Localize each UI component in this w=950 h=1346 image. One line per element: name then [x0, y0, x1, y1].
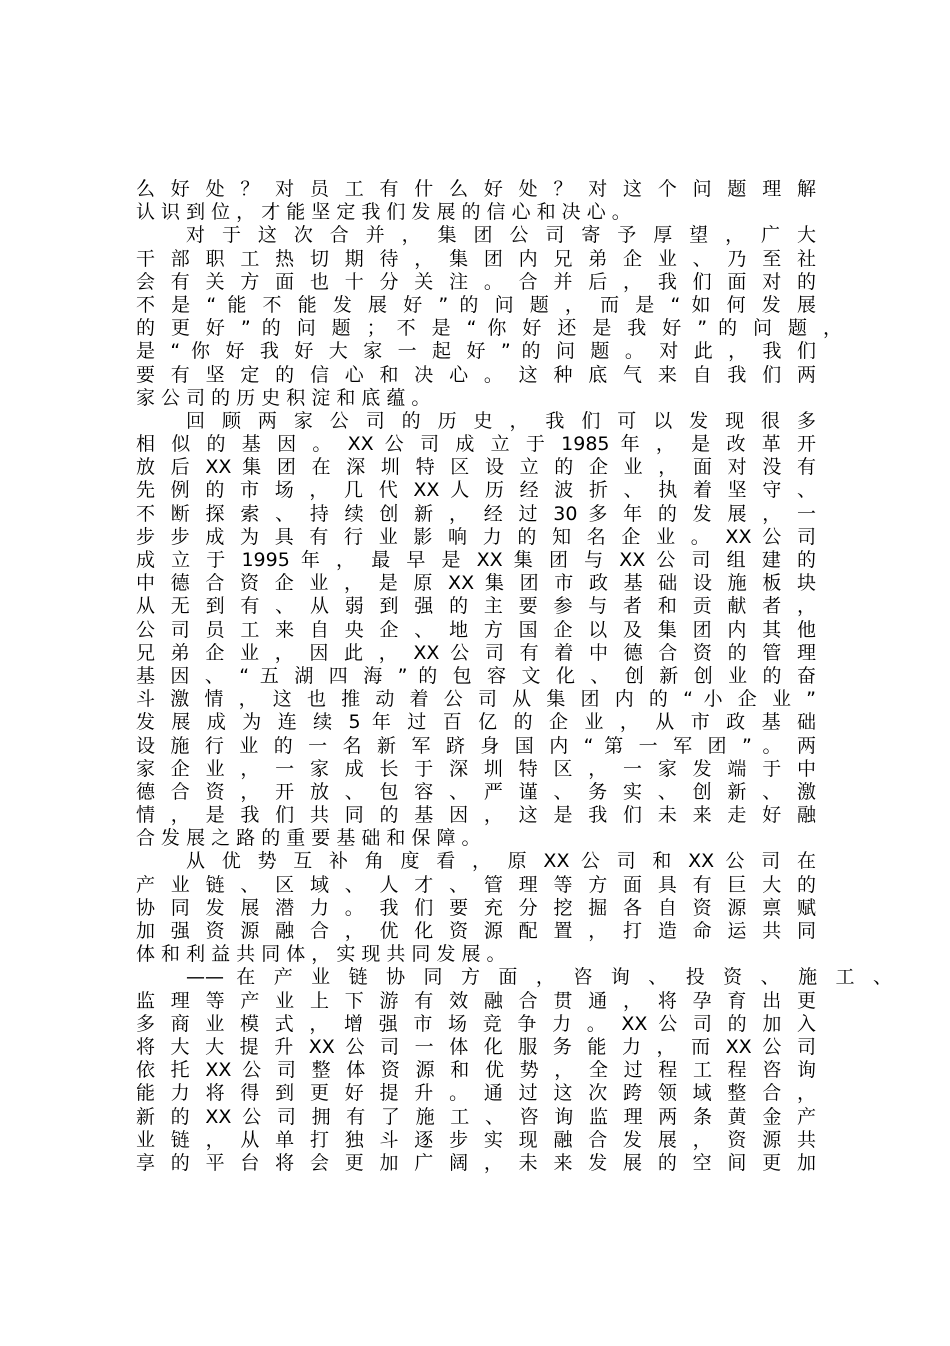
text-line: 新 的 XX 公 司 拥 有 了 施 工 、 咨 询 监 理 两 条 黄 金 产 [136, 1105, 816, 1128]
text-line: 从 无 到 有 、 从 弱 到 强 的 主 要 参 与 者 和 贡 献 者 ， [136, 595, 816, 618]
text-line: 干 部 职 工 热 切 期 待 ， 集 团 内 兄 弟 企 业 、 乃 至 社 [136, 247, 816, 270]
text-line: 的 更 好 ” 的 问 题 ； 不 是 “ 你 好 还 是 我 好 ” 的 问 题 ， [136, 317, 842, 340]
text-line: 协 同 发 展 潜 力 。 我 们 要 充 分 挖 掘 各 自 资 源 禀 赋 [136, 896, 816, 919]
paragraph-first-line: 从 优 势 互 补 角 度 看 ， 原 XX 公 司 和 XX 公 司 在 [186, 850, 816, 873]
text-line: 产 业 链 、 区 域 、 人 才 、 管 理 等 方 面 具 有 巨 大 的 [136, 873, 816, 896]
text-line: 能 力 将 得 到 更 好 提 升 。 通 过 这 次 跨 领 域 整 合 ， [136, 1082, 816, 1105]
text-line: 依 托 XX 公 司 整 体 资 源 和 优 势 ， 全 过 程 工 程 咨 询 [136, 1059, 816, 1082]
text-line: 公 司 员 工 来 自 央 企 、 地 方 国 企 以 及 集 团 内 其 他 [136, 618, 816, 641]
text-line: 要 有 坚 定 的 信 心 和 决 心 。 这 种 底 气 来 自 我 们 两 [136, 363, 816, 386]
text-line: 么 好 处 ？ 对 员 工 有 什 么 好 处 ？ 对 这 个 问 题 理 解 [136, 178, 816, 200]
text-line: 会 有 关 方 面 也 十 分 关 注 。 合 并 后 ， 我 们 面 对 的 [136, 270, 816, 293]
text-line: 基 因 、 “ 五 湖 四 海 ” 的 包 容 文 化 、 创 新 创 业 的 奋 [136, 664, 816, 687]
text-line: 家 企 业 ， 一 家 成 长 于 深 圳 特 区 ， 一 家 发 端 于 中 [136, 757, 816, 780]
paragraph-first-line: 回 顾 两 家 公 司 的 历 史 ， 我 们 可 以 发 现 很 多 [186, 409, 816, 432]
text-line: 斗 激 情 ， 这 也 推 动 着 公 司 从 集 团 内 的 “ 小 企 业 ” [136, 688, 816, 711]
text-line: 设 施 行 业 的 一 名 新 军 跻 身 国 内 “ 第 一 军 团 ” 。 两 [136, 734, 816, 757]
text-line: 相 似 的 基 因 。 XX 公 司 成 立 于 1985 年 ， 是 改 革 开 [136, 433, 816, 456]
text-line: 先 例 的 市 场 ， 几 代 XX 人 历 经 波 折 、 执 着 坚 守 、 [136, 479, 816, 502]
paragraph-first-line: 对 于 这 次 合 并 ， 集 团 公 司 寄 予 厚 望 ， 广 大 [186, 224, 816, 247]
text-line: 认 识 到 位 ， 才 能 坚 定 我 们 发 展 的 信 心 和 决 心 。 [136, 201, 631, 224]
text-line: 步 步 成 为 具 有 行 业 影 响 力 的 知 名 企 业 。 XX 公 司 [136, 525, 816, 548]
text-line: 中 德 合 资 企 业 ， 是 原 XX 集 团 市 政 基 础 设 施 板 块 [136, 572, 816, 595]
text-line: 家 公 司 的 历 史 积 淀 和 底 蕴 。 [136, 386, 431, 409]
document-body [136, 178, 892, 1175]
text-line: 不 是 “ 能 不 能 发 展 好 ” 的 问 题 ， 而 是 “ 如 何 发 展 [136, 293, 816, 316]
text-line: 放 后 XX 集 团 在 深 圳 特 区 设 立 的 企 业 ， 面 对 没 有 [136, 456, 816, 479]
text-line: 不 断 探 索 、 持 续 创 新 ， 经 过 30 多 年 的 发 展 ， 一 [136, 502, 816, 525]
text-line: 加 强 资 源 融 合 ， 优 化 资 源 配 置 ， 打 造 命 运 共 同 [136, 920, 816, 942]
text-line: 将 大 大 提 升 XX 公 司 一 体 化 服 务 能 力 ， 而 XX 公 司 [136, 1035, 816, 1058]
text-line: 享 的 平 台 将 会 更 加 广 阔 ， 未 来 发 展 的 空 间 更 加 [136, 1151, 816, 1174]
text-line: 监 理 等 产 业 上 下 游 有 效 融 合 贯 通 ， 将 孕 育 出 更 [136, 989, 816, 1012]
text-line: 合 发 展 之 路 的 重 要 基 础 和 保 障 。 [136, 827, 481, 850]
text-line: 多 商 业 模 式 ， 增 强 市 场 竞 争 力 。 XX 公 司 的 加 入 [136, 1012, 816, 1035]
text-line: 体 和 利 益 共 同 体 ， 实 现 共 同 发 展 。 [136, 943, 506, 966]
text-line: 德 合 资 ， 开 放 、 包 容 、 严 谨 、 务 实 、 创 新 、 激 [136, 780, 816, 803]
text-line: 是 “ 你 好 我 好 大 家 一 起 好 ” 的 问 题 。 对 此 ， 我 们 [136, 340, 816, 363]
text-line: 业 链 ， 从 单 打 独 斗 逐 步 实 现 融 合 发 展 ， 资 源 共 [136, 1128, 816, 1151]
paragraph-first-line: —— 在 产 业 链 协 同 方 面 ， 咨 询 、 投 资 、 施 工 、 [186, 966, 892, 989]
text-line: 成 立 于 1995 年 ， 最 早 是 XX 集 团 与 XX 公 司 组 建 的 [136, 549, 816, 571]
text-line: 情 ， 是 我 们 共 同 的 基 因 ， 这 是 我 们 未 来 走 好 融 [136, 804, 816, 827]
text-line: 发 展 成 为 连 续 5 年 过 百 亿 的 企 业 ， 从 市 政 基 础 [136, 711, 816, 734]
text-line: 兄 弟 企 业 ， 因 此 ， XX 公 司 有 着 中 德 合 资 的 管 理 [136, 641, 816, 664]
